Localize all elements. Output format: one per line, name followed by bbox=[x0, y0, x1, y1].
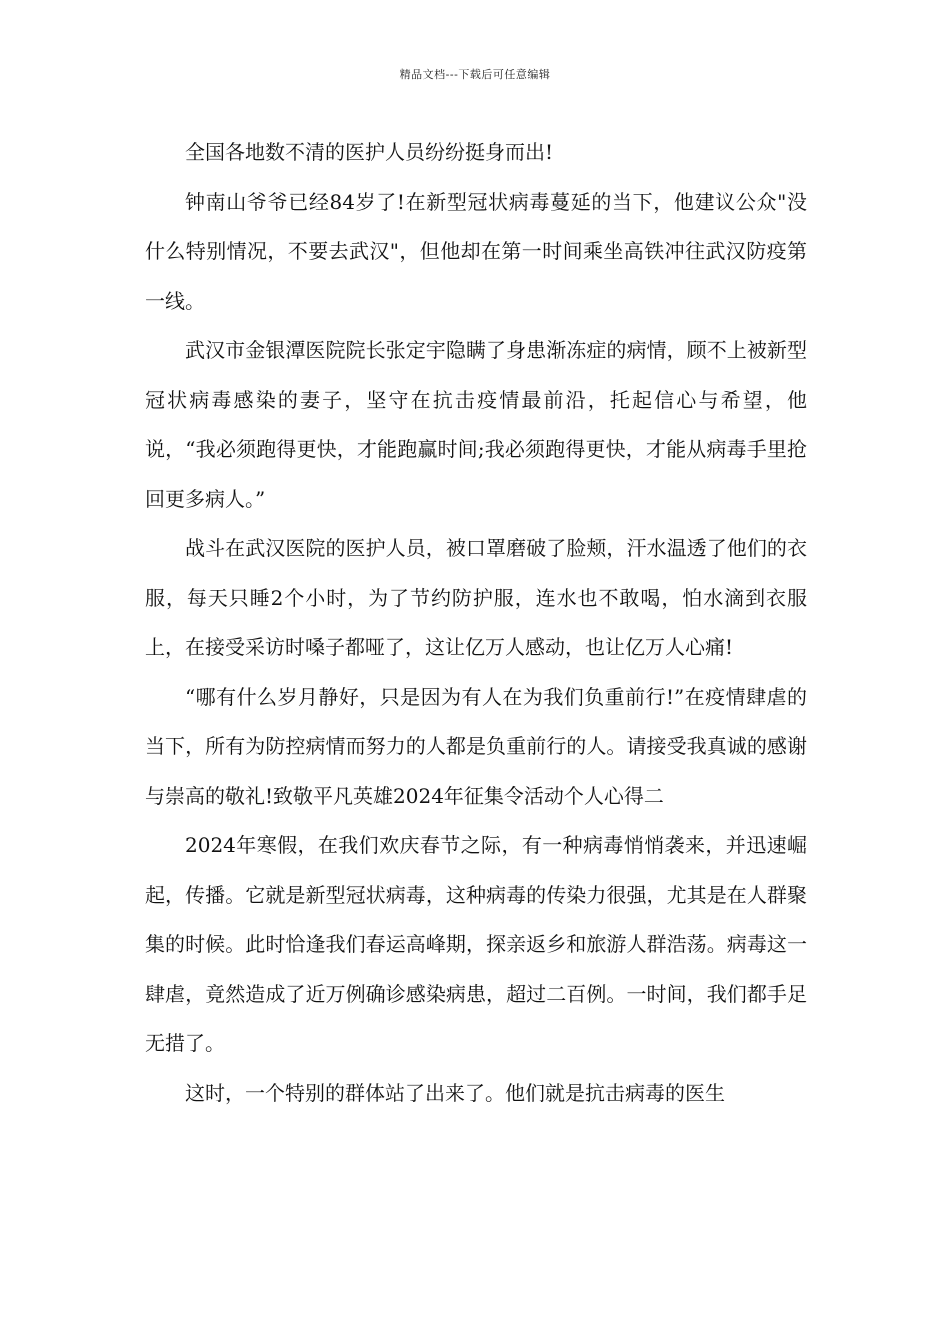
paragraph-2: 钟南山爷爷已经84岁了!在新型冠状病毒蔓延的当下，他建议公众"没什么特别情况，不要去武汉"，但他却在第一时间乘坐高铁冲往武汉防疫第一线。 bbox=[145, 189, 807, 313]
paragraph-5: “哪有什么岁月静好，只是因为有人在为我们负重前行!”在疫情肆虐的当下，所有为防控病情而努力的人都是负重前行的人。请接受我真诚的感谢与崇高的敬礼!致敬平凡英雄2024年征集令活动个人心得二 bbox=[145, 684, 807, 808]
document-body bbox=[145, 128, 807, 1118]
paragraph-3: 武汉市金银潭医院院长张定宇隐瞒了身患渐冻症的病情，顾不上被新型冠状病毒感染的妻子，坚守在抗击疫情最前沿，托起信心与希望，他说，“我必须跑得更快，才能跑赢时间;我必须跑得更快，才能从病毒手里抢回更多病人。” bbox=[145, 338, 807, 511]
paragraph-4: 战斗在武汉医院的医护人员，被口罩磨破了脸颊，汗水温透了他们的衣服，每天只睡2个小时，为了节约防护服，连水也不敢喝，怕水滴到衣服上，在接受采访时嗓子都哑了，这让亿万人感动，也让亿万人心痛! bbox=[145, 536, 807, 659]
page-header: 精品文档---下载后可任意编辑 bbox=[399, 68, 551, 81]
paragraph-7: 这时，一个特别的群体站了出来了。他们就是抗击病毒的医生 bbox=[185, 1080, 725, 1105]
paragraph-1: 全国各地数不清的医护人员纷纷挺身而出! bbox=[185, 140, 554, 164]
paragraph-6: 2024年寒假，在我们欢庆春节之际，有一种病毒悄悄袭来，并迅速崛起，传播。它就是新型冠状病毒，这种病毒的传染力很强，尤其是在人群聚集的时候。此时恰逢我们春运高峰期，探亲返乡和旅游人群浩荡。病毒这一肆虐，竟然造成了近万例确诊感染病患，超过二百例。一时间，我们都手足无措了。 bbox=[145, 833, 807, 1055]
